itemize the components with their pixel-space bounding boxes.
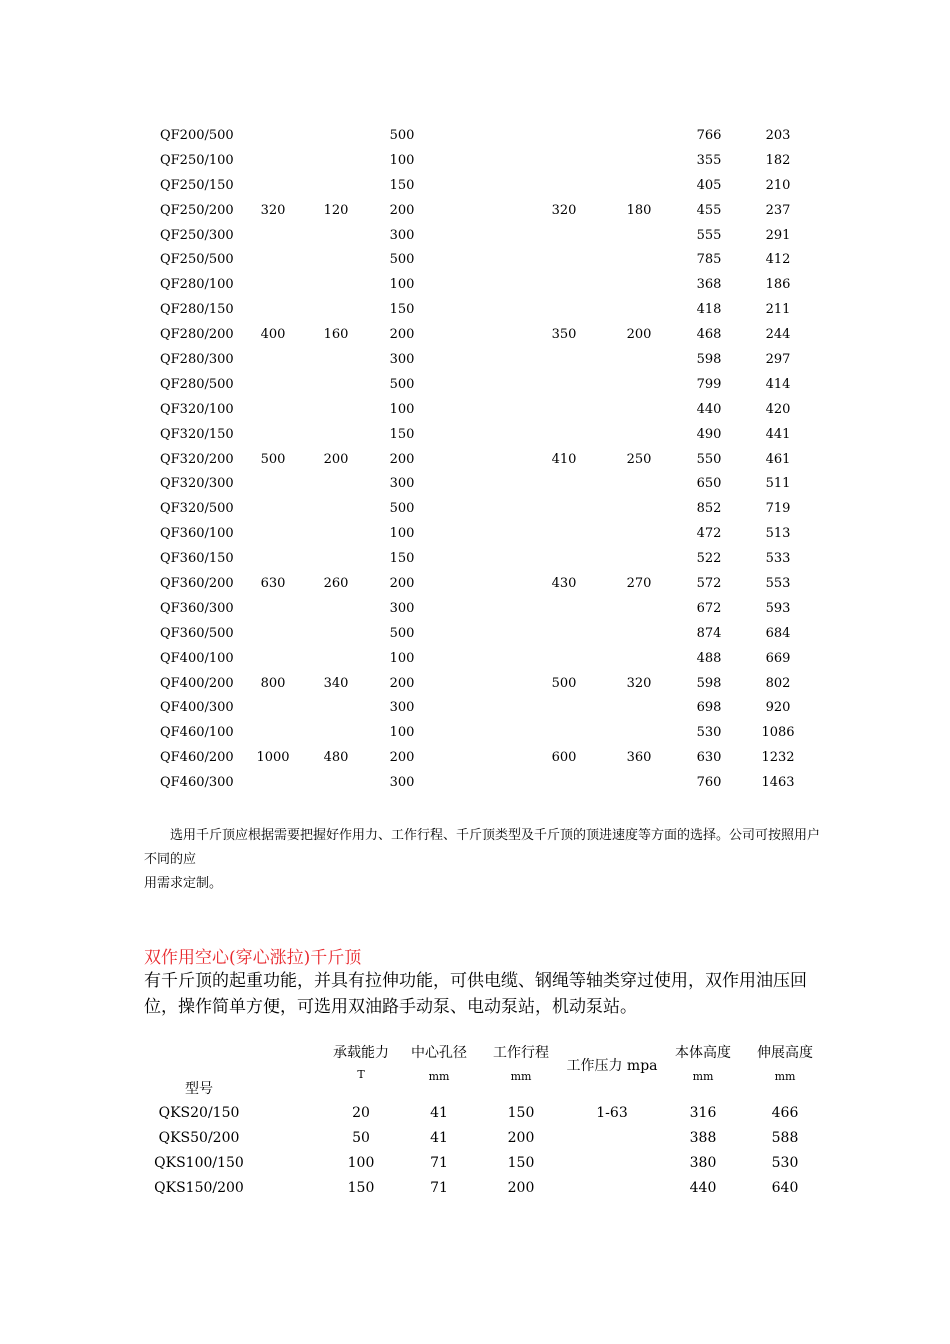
table-cell-model: QF400/100 [160,650,234,666]
table-cell-body: 380 [689,1155,717,1171]
table-cell-f: 488 [696,650,722,666]
table-cell-d: 410 [551,451,577,467]
table-row [0,398,950,423]
table-row [0,721,950,746]
table-cell-g: 719 [765,501,791,517]
table-cell-f: 572 [696,576,722,592]
table-cell-capacity: 50 [352,1130,370,1146]
header-model: 型号 [185,1081,213,1097]
table-cell-g: 802 [765,675,791,691]
table-cell-model: QF400/200 [160,675,234,691]
table-cell-g: 182 [765,152,791,168]
table-cell-b: 120 [323,202,349,218]
header-ext-height-unit: mm [774,1070,796,1083]
table-row [0,248,950,273]
section-description: 有千斤顶的起重功能，并具有拉伸功能，可供电缆、钢绳等轴类穿过使用，双作用油压回位，操作简单方便，可选用双油路手动泵、电动泵站，机动泵站。 [144,971,807,1017]
table-cell-body: 388 [689,1130,717,1146]
table-cell-g: 210 [765,177,791,193]
table-row [0,1101,950,1126]
table-cell-model: QF250/100 [160,152,234,168]
table-cell-c: 500 [389,376,415,392]
table-cell-c: 100 [389,401,415,417]
table-cell-d: 600 [551,750,577,766]
table-cell-f: 598 [696,675,722,691]
table-cell-c: 150 [389,302,415,318]
table-row [0,622,950,647]
table-cell-a: 400 [260,327,286,343]
table-cell-c: 150 [389,551,415,567]
table-row [0,522,950,547]
table-cell-c: 500 [389,625,415,641]
table-cell-e: 360 [626,750,652,766]
table-cell-c: 100 [389,650,415,666]
table-cell-model: QF280/500 [160,376,234,392]
table-cell-model: QF250/200 [160,202,234,218]
table-cell-f: 766 [696,128,722,143]
table-cell-model: QF280/150 [160,302,234,318]
table-cell-f: 405 [696,177,722,193]
table-cell-g: 412 [765,252,791,268]
table-cell-g: 1086 [761,725,795,741]
table-cell-g: 553 [765,576,791,592]
table-cell-f: 440 [696,401,722,417]
table-cell-d: 350 [551,327,577,343]
header-bore-unit: mm [428,1070,450,1083]
header-stroke-unit: mm [510,1070,532,1083]
table-cell-model: QF250/300 [160,227,234,243]
table-row [0,174,950,199]
table-cell-body: 440 [689,1180,717,1196]
table-cell-model: QF320/500 [160,501,234,517]
table-row [0,696,950,721]
table-cell-g: 237 [765,202,791,218]
table-cell-f: 630 [696,750,722,766]
table-cell-model: QF280/100 [160,277,234,293]
table-cell-f: 785 [696,252,722,268]
table-cell-stroke: 150 [507,1105,535,1121]
table-cell-c: 500 [389,252,415,268]
table-row [0,647,950,672]
table-row [0,323,950,348]
table-cell-e: 180 [626,202,652,218]
selection-note-line1: 选用千斤顶应根据需要把握好作用力、工作行程、千斤顶类型及千斤顶的顶进速度等方面的选择。公司可按照用户不同的应 [144,828,821,867]
table-cell-a: 500 [260,451,286,467]
table-cell-e: 200 [626,327,652,343]
table-cell-d: 500 [551,675,577,691]
table-row [0,1151,950,1176]
table-cell-c: 300 [389,227,415,243]
table-cell-c: 150 [389,177,415,193]
table-row [0,597,950,622]
table-row [0,1176,950,1201]
hollow-jack-spec-table [0,1040,950,1210]
table-cell-g: 244 [765,327,791,343]
table-cell-c: 300 [389,352,415,368]
table-cell-c: 200 [389,451,415,467]
table-cell-f: 418 [696,302,722,318]
table-cell-a: 800 [260,675,286,691]
table-cell-model: QF460/300 [160,775,234,791]
jack-spec-table [0,124,950,796]
table-cell-model: QF280/200 [160,327,234,343]
table-cell-f: 672 [696,600,722,616]
table-cell-f: 650 [696,476,722,492]
table-cell-model: QKS100/150 [154,1155,244,1171]
table-cell-f: 522 [696,551,722,567]
table-cell-f: 468 [696,327,722,343]
table-row [0,746,950,771]
table-cell-stroke: 200 [507,1130,535,1146]
table-cell-c: 300 [389,476,415,492]
table-cell-c: 200 [389,750,415,766]
table-cell-model: QF360/100 [160,526,234,542]
table-row [0,448,950,473]
table-cell-g: 461 [765,451,791,467]
table-cell-model: QF250/500 [160,252,234,268]
table-cell-g: 1232 [761,750,795,766]
header-body-height-unit: mm [692,1070,714,1083]
table-cell-g: 593 [765,600,791,616]
table-cell-model: QF360/300 [160,600,234,616]
table-cell-c: 200 [389,327,415,343]
table-cell-b: 160 [323,327,349,343]
table-cell-c: 200 [389,202,415,218]
table-cell-g: 1463 [761,775,795,791]
table-row [0,1126,950,1151]
table-cell-g: 297 [765,352,791,368]
table-row [0,547,950,572]
table-cell-capacity: 150 [347,1180,375,1196]
table-cell-d: 430 [551,576,577,592]
table-cell-c: 300 [389,775,415,791]
table-cell-g: 291 [765,227,791,243]
table-cell-b: 480 [323,750,349,766]
table-cell-a: 630 [260,576,286,592]
table-row [0,199,950,224]
table-row [0,124,950,149]
section-title: 双作用空心(穿心涨拉)千斤顶 [144,948,362,968]
table-cell-body: 316 [689,1105,717,1121]
table-cell-c: 500 [389,128,415,143]
table-cell-f: 852 [696,501,722,517]
table-cell-b: 200 [323,451,349,467]
header-ext-height: 伸展高度 [757,1045,813,1061]
table-cell-g: 533 [765,551,791,567]
table-cell-ext: 466 [771,1105,799,1121]
table-cell-model: QF360/200 [160,576,234,592]
table-cell-c: 500 [389,501,415,517]
table-cell-g: 211 [765,302,791,318]
header-pressure: 工作压力 mpa [566,1058,658,1074]
table-row [0,149,950,174]
table-row [0,373,950,398]
selection-note-line2: 用需求定制。 [144,876,223,891]
table-cell-f: 368 [696,277,722,293]
table-cell-bore: 41 [430,1130,448,1146]
table-cell-f: 555 [696,227,722,243]
header-capacity-unit: T [357,1068,365,1081]
table-cell-model: QKS150/200 [154,1180,244,1196]
table-row [0,771,950,796]
table-cell-bore: 71 [430,1180,448,1196]
table-cell-a: 320 [260,202,286,218]
table-cell-c: 200 [389,675,415,691]
table-cell-capacity: 20 [352,1105,370,1121]
table-cell-pressure: 1-63 [596,1105,628,1121]
table-cell-e: 270 [626,576,652,592]
table-cell-c: 200 [389,576,415,592]
header-capacity: 承载能力 [333,1045,389,1061]
table-cell-bore: 41 [430,1105,448,1121]
table-cell-ext: 530 [771,1155,799,1171]
table-cell-c: 100 [389,152,415,168]
table-cell-f: 530 [696,725,722,741]
table-row [0,423,950,448]
table-cell-ext: 588 [771,1130,799,1146]
table-cell-f: 550 [696,451,722,467]
table-cell-model: QF320/200 [160,451,234,467]
table-cell-c: 300 [389,600,415,616]
table-cell-b: 340 [323,675,349,691]
table-cell-stroke: 200 [507,1180,535,1196]
table-cell-g: 511 [765,476,791,492]
table-cell-b: 260 [323,576,349,592]
table-cell-model: QF460/200 [160,750,234,766]
table-cell-f: 760 [696,775,722,791]
table-cell-g: 441 [765,426,791,442]
table-cell-model: QKS20/150 [158,1105,240,1121]
header-body-height: 本体高度 [675,1045,731,1061]
table-cell-d: 320 [551,202,577,218]
table-cell-model: QF280/300 [160,352,234,368]
table-cell-f: 355 [696,152,722,168]
table-cell-c: 100 [389,277,415,293]
table-cell-g: 920 [765,700,791,716]
table-cell-c: 100 [389,725,415,741]
table-cell-f: 698 [696,700,722,716]
table-cell-a: 1000 [256,750,290,766]
table-cell-model: QF320/100 [160,401,234,417]
table-cell-e: 320 [626,675,652,691]
table-cell-f: 799 [696,376,722,392]
table-cell-f: 490 [696,426,722,442]
table-cell-f: 455 [696,202,722,218]
table-cell-e: 250 [626,451,652,467]
table-cell-g: 186 [765,277,791,293]
table-cell-model: QF400/300 [160,700,234,716]
table-cell-c: 150 [389,426,415,442]
selection-note [144,824,824,896]
table-cell-g: 414 [765,376,791,392]
table-row [0,672,950,697]
table-cell-f: 472 [696,526,722,542]
table-cell-ext: 640 [771,1180,799,1196]
table-cell-model: QF360/150 [160,551,234,567]
table-cell-g: 684 [765,625,791,641]
table-cell-c: 300 [389,700,415,716]
table-cell-model: QF250/150 [160,177,234,193]
table-cell-f: 598 [696,352,722,368]
table-cell-model: QF320/300 [160,476,234,492]
table-row [0,273,950,298]
table-cell-g: 669 [765,650,791,666]
table-cell-g: 513 [765,526,791,542]
table-row [0,298,950,323]
table-row [0,472,950,497]
table-cell-capacity: 100 [347,1155,375,1171]
table-row [0,497,950,522]
header-stroke: 工作行程 [493,1045,549,1061]
table-cell-model: QF360/500 [160,625,234,641]
table-cell-g: 203 [765,128,791,143]
table-row [0,224,950,249]
table-cell-bore: 71 [430,1155,448,1171]
table-cell-model: QF320/150 [160,426,234,442]
table-cell-g: 420 [765,401,791,417]
table-cell-c: 100 [389,526,415,542]
table-cell-model: QF200/500 [160,128,234,143]
table-row [0,572,950,597]
table-cell-f: 874 [696,625,722,641]
header-bore: 中心孔径 [411,1045,467,1061]
table-row [0,348,950,373]
table-cell-model: QF460/100 [160,725,234,741]
table-cell-model: QKS50/200 [158,1130,240,1146]
table-cell-stroke: 150 [507,1155,535,1171]
